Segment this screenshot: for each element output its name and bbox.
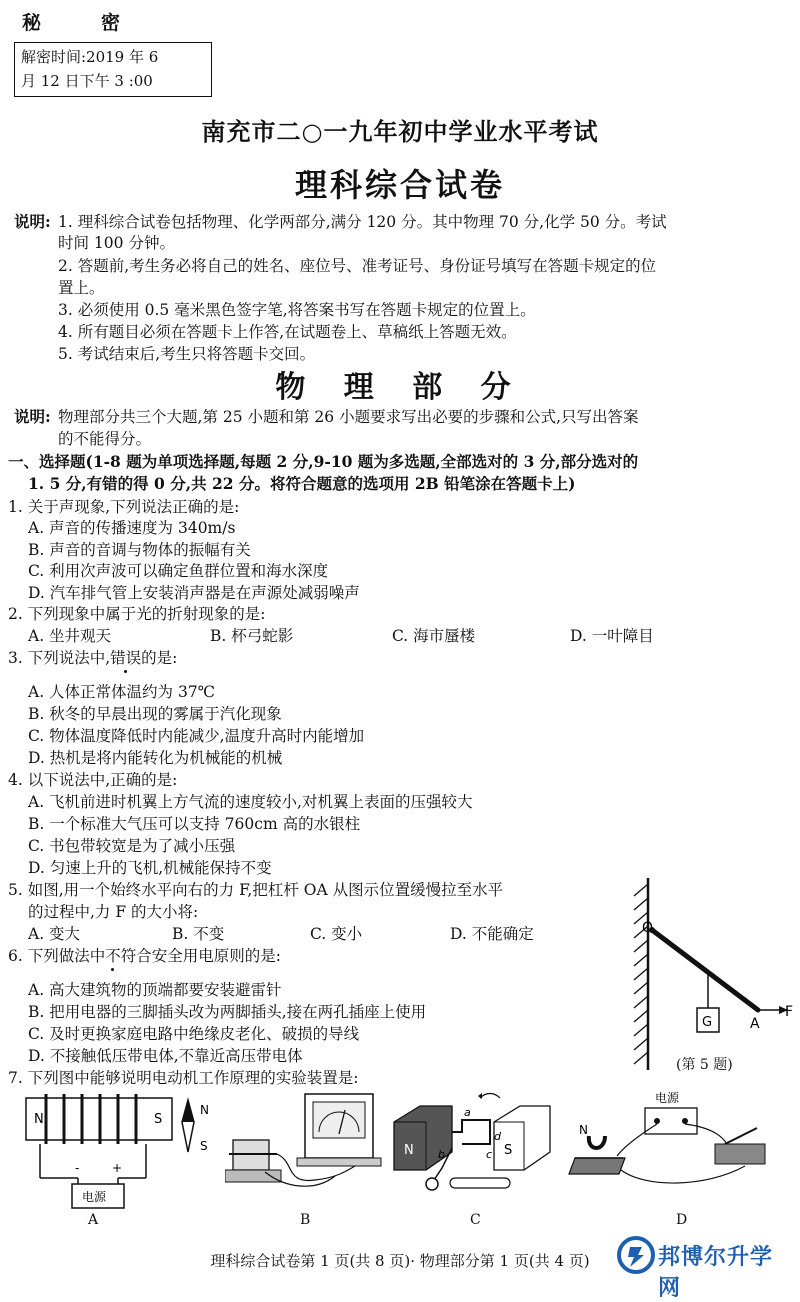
minus-label: - [75, 1161, 80, 1175]
point-c-label: c [486, 1148, 493, 1161]
figure7-c-magnet-loop [390, 1092, 560, 1202]
decrypt-time-line1: 解密时间:2019 年 6 [21, 48, 159, 66]
pole-n-label: N [34, 1112, 44, 1127]
instruction-line: 1. 理科综合试卷包括物理、化学两部分,满分 120 分。其中物理 70 分,化学 50 分。考试 [58, 213, 667, 231]
watermark-text: 邦博尔升学网 [658, 1245, 774, 1301]
physics-note-line: 的不能得分。 [58, 430, 152, 448]
site-watermark [612, 1232, 792, 1301]
q3-stem: 3. 下列说法中,错误的是: [8, 649, 178, 667]
figure7-b-meter-apparatus [225, 1092, 385, 1202]
figure7-a-electromagnet [20, 1092, 220, 1232]
physics-note-label: 说明: [14, 407, 51, 426]
q6-stem: 6. 下列做法中不符合安全用电原则的是: [8, 947, 281, 965]
figure7-a-label: A [88, 1212, 99, 1228]
page-footer: 理科综合试卷第 1 页(共 8 页)· 物理部分第 1 页(共 4 页) [210, 1252, 590, 1270]
q4-option-a: A. 飞机前进时机翼上方气流的速度较小,对机翼上表面的压强较大 [28, 793, 473, 811]
horseshoe-magnet [589, 1136, 605, 1148]
q2-option-a: A. 坐井观天 [28, 627, 112, 645]
q2-option-d: D. 一叶障目 [570, 627, 654, 645]
instruction-line: 置上。 [58, 279, 105, 297]
instruction-line: 时间 100 分钟。 [58, 234, 175, 252]
decrypt-time-box [14, 42, 212, 97]
instructions-label: 说明: [14, 212, 51, 231]
paper-title: 理科综合试卷 [294, 166, 505, 204]
q5-option-c: C. 变小 [310, 925, 363, 943]
figure7-d-label: D [676, 1212, 688, 1228]
switch-base [715, 1144, 765, 1164]
point-a-label: a [464, 1106, 471, 1119]
pole-s-label: S [504, 1143, 513, 1158]
power-label: 电源 [82, 1190, 107, 1204]
q5-stem: 5. 如图,用一个始终水平向右的力 F,把杠杆 OA 从图示位置缓慢拉至水平 [8, 881, 504, 899]
physics-note-line: 物理部分共三个大题,第 25 小题和第 26 小题要求写出必要的步骤和公式,只写出答案 [58, 408, 639, 426]
instruction-line: 4. 所有题目必须在答题卡上作答,在试题卷上、草稿纸上答题无效。 [58, 323, 517, 341]
section1-heading: 一、选择题(1-8 题为单项选择题,每题 2 分,9-10 题为多选题,全部选对的 3 分,部分选对的 [8, 452, 639, 471]
q1-option-b: B. 声音的音调与物体的振幅有关 [28, 541, 251, 559]
q3-option-c: C. 物体温度降低时内能减少,温度升高时内能增加 [28, 727, 365, 745]
point-o-label: O [642, 920, 654, 936]
q6-option-d: D. 不接触低压带电体,不靠近高压带电体 [28, 1047, 303, 1065]
q6-option-c: C. 及时更换家庭电路中绝缘皮老化、破损的导线 [28, 1025, 360, 1043]
q1-stem: 1. 关于声现象,下列说法正确的是: [8, 498, 240, 516]
exam-title: 南充市二○一九年初中学业水平考试 [201, 117, 599, 146]
plus-label: + [112, 1161, 123, 1175]
force-f-label: F [785, 1004, 794, 1020]
pole-n-label: N [579, 1123, 588, 1137]
point-b-label: b [438, 1148, 445, 1161]
q6-option-a: A. 高大建筑物的顶端都要安装避雷针 [28, 981, 282, 999]
compass-s-label: S [200, 1139, 208, 1153]
q4-option-c: C. 书包带较宽是为了减小压强 [28, 837, 236, 855]
power-label: 电源 [655, 1091, 680, 1105]
wire-loop [452, 1120, 490, 1144]
point-a-label: A [750, 1016, 760, 1032]
compass-n-label: N [200, 1103, 209, 1117]
q5-stem-cont: 的过程中,力 F 的大小将: [28, 903, 199, 921]
instruction-line: 3. 必须使用 0.5 毫米黑色签字笔,将答案书写在答题卡规定的位置上。 [58, 301, 536, 319]
q1-option-d: D. 汽车排气管上安装消声器是在声源处减弱噪声 [28, 584, 360, 602]
q5-option-a: A. 变大 [28, 925, 81, 943]
decrypt-time-line2: 月 12 日下午 3 :00 [21, 72, 153, 90]
q3-option-a: A. 人体正常体温约为 37℃ [28, 683, 216, 701]
power-box [645, 1108, 697, 1134]
figure7-b-label: B [300, 1212, 311, 1228]
q2-stem: 2. 下列现象中属于光的折射现象的是: [8, 605, 266, 623]
point-d-label: d [494, 1130, 501, 1143]
q4-option-d: D. 匀速上升的飞机,机械能保持不变 [28, 859, 272, 877]
secret-mark: 秘 密 [22, 12, 123, 34]
q3-option-d: D. 热机是将内能转化为机械能的机械 [28, 749, 283, 767]
q2-option-c: C. 海市蜃楼 [392, 627, 476, 645]
q5-option-b: B. 不变 [172, 925, 225, 943]
q4-stem: 4. 以下说法中,正确的是: [8, 771, 178, 789]
instruction-line: 5. 考试结束后,考生只将答题卡交回。 [58, 345, 316, 363]
q7-stem: 7. 下列图中能够说明电动机工作原理的实验装置是: [8, 1069, 359, 1087]
figure7-d-motor-apparatus [565, 1088, 785, 1203]
emphasis-dots: 不 [105, 947, 121, 965]
q3-option-b: B. 秋冬的早晨出现的雾属于汽化现象 [28, 705, 282, 723]
section1-heading-cont: 1. 5 分,有错的得 0 分,共 22 分。将符合题意的选项用 2B 铅笔涂在答题卡上) [28, 474, 576, 493]
figure7-c-label: C [470, 1212, 481, 1228]
section-title: 物 理 部 分 [275, 370, 525, 405]
q4-option-b: B. 一个标准大气压可以支持 760cm 高的水银柱 [28, 815, 361, 833]
watermark-logo-icon [616, 1235, 656, 1275]
lever-bar [652, 930, 758, 1010]
q5-option-d: D. 不能确定 [450, 925, 534, 943]
weight-g-label: G [702, 1015, 713, 1030]
q1-option-c: C. 利用次声波可以确定鱼群位置和海水深度 [28, 562, 329, 580]
q1-option-a: A. 声音的传播速度为 340m/s [28, 519, 236, 537]
pole-n-label: N [404, 1143, 414, 1158]
wall-hatching [634, 884, 648, 1064]
q2-option-b: B. 杯弓蛇影 [210, 627, 294, 645]
base-plate [569, 1158, 625, 1174]
figure5-caption: (第 5 题) [676, 1057, 733, 1073]
pole-s-label: S [154, 1112, 163, 1127]
instruction-line: 2. 答题前,考生务必将自己的姓名、座位号、准考证号、身份证号填写在答题卡规定的位 [58, 257, 657, 275]
emphasis-dots: 错误 [110, 649, 142, 667]
q6-option-b: B. 把用电器的三脚插头改为两脚插头,接在两孔插座上使用 [28, 1003, 427, 1021]
